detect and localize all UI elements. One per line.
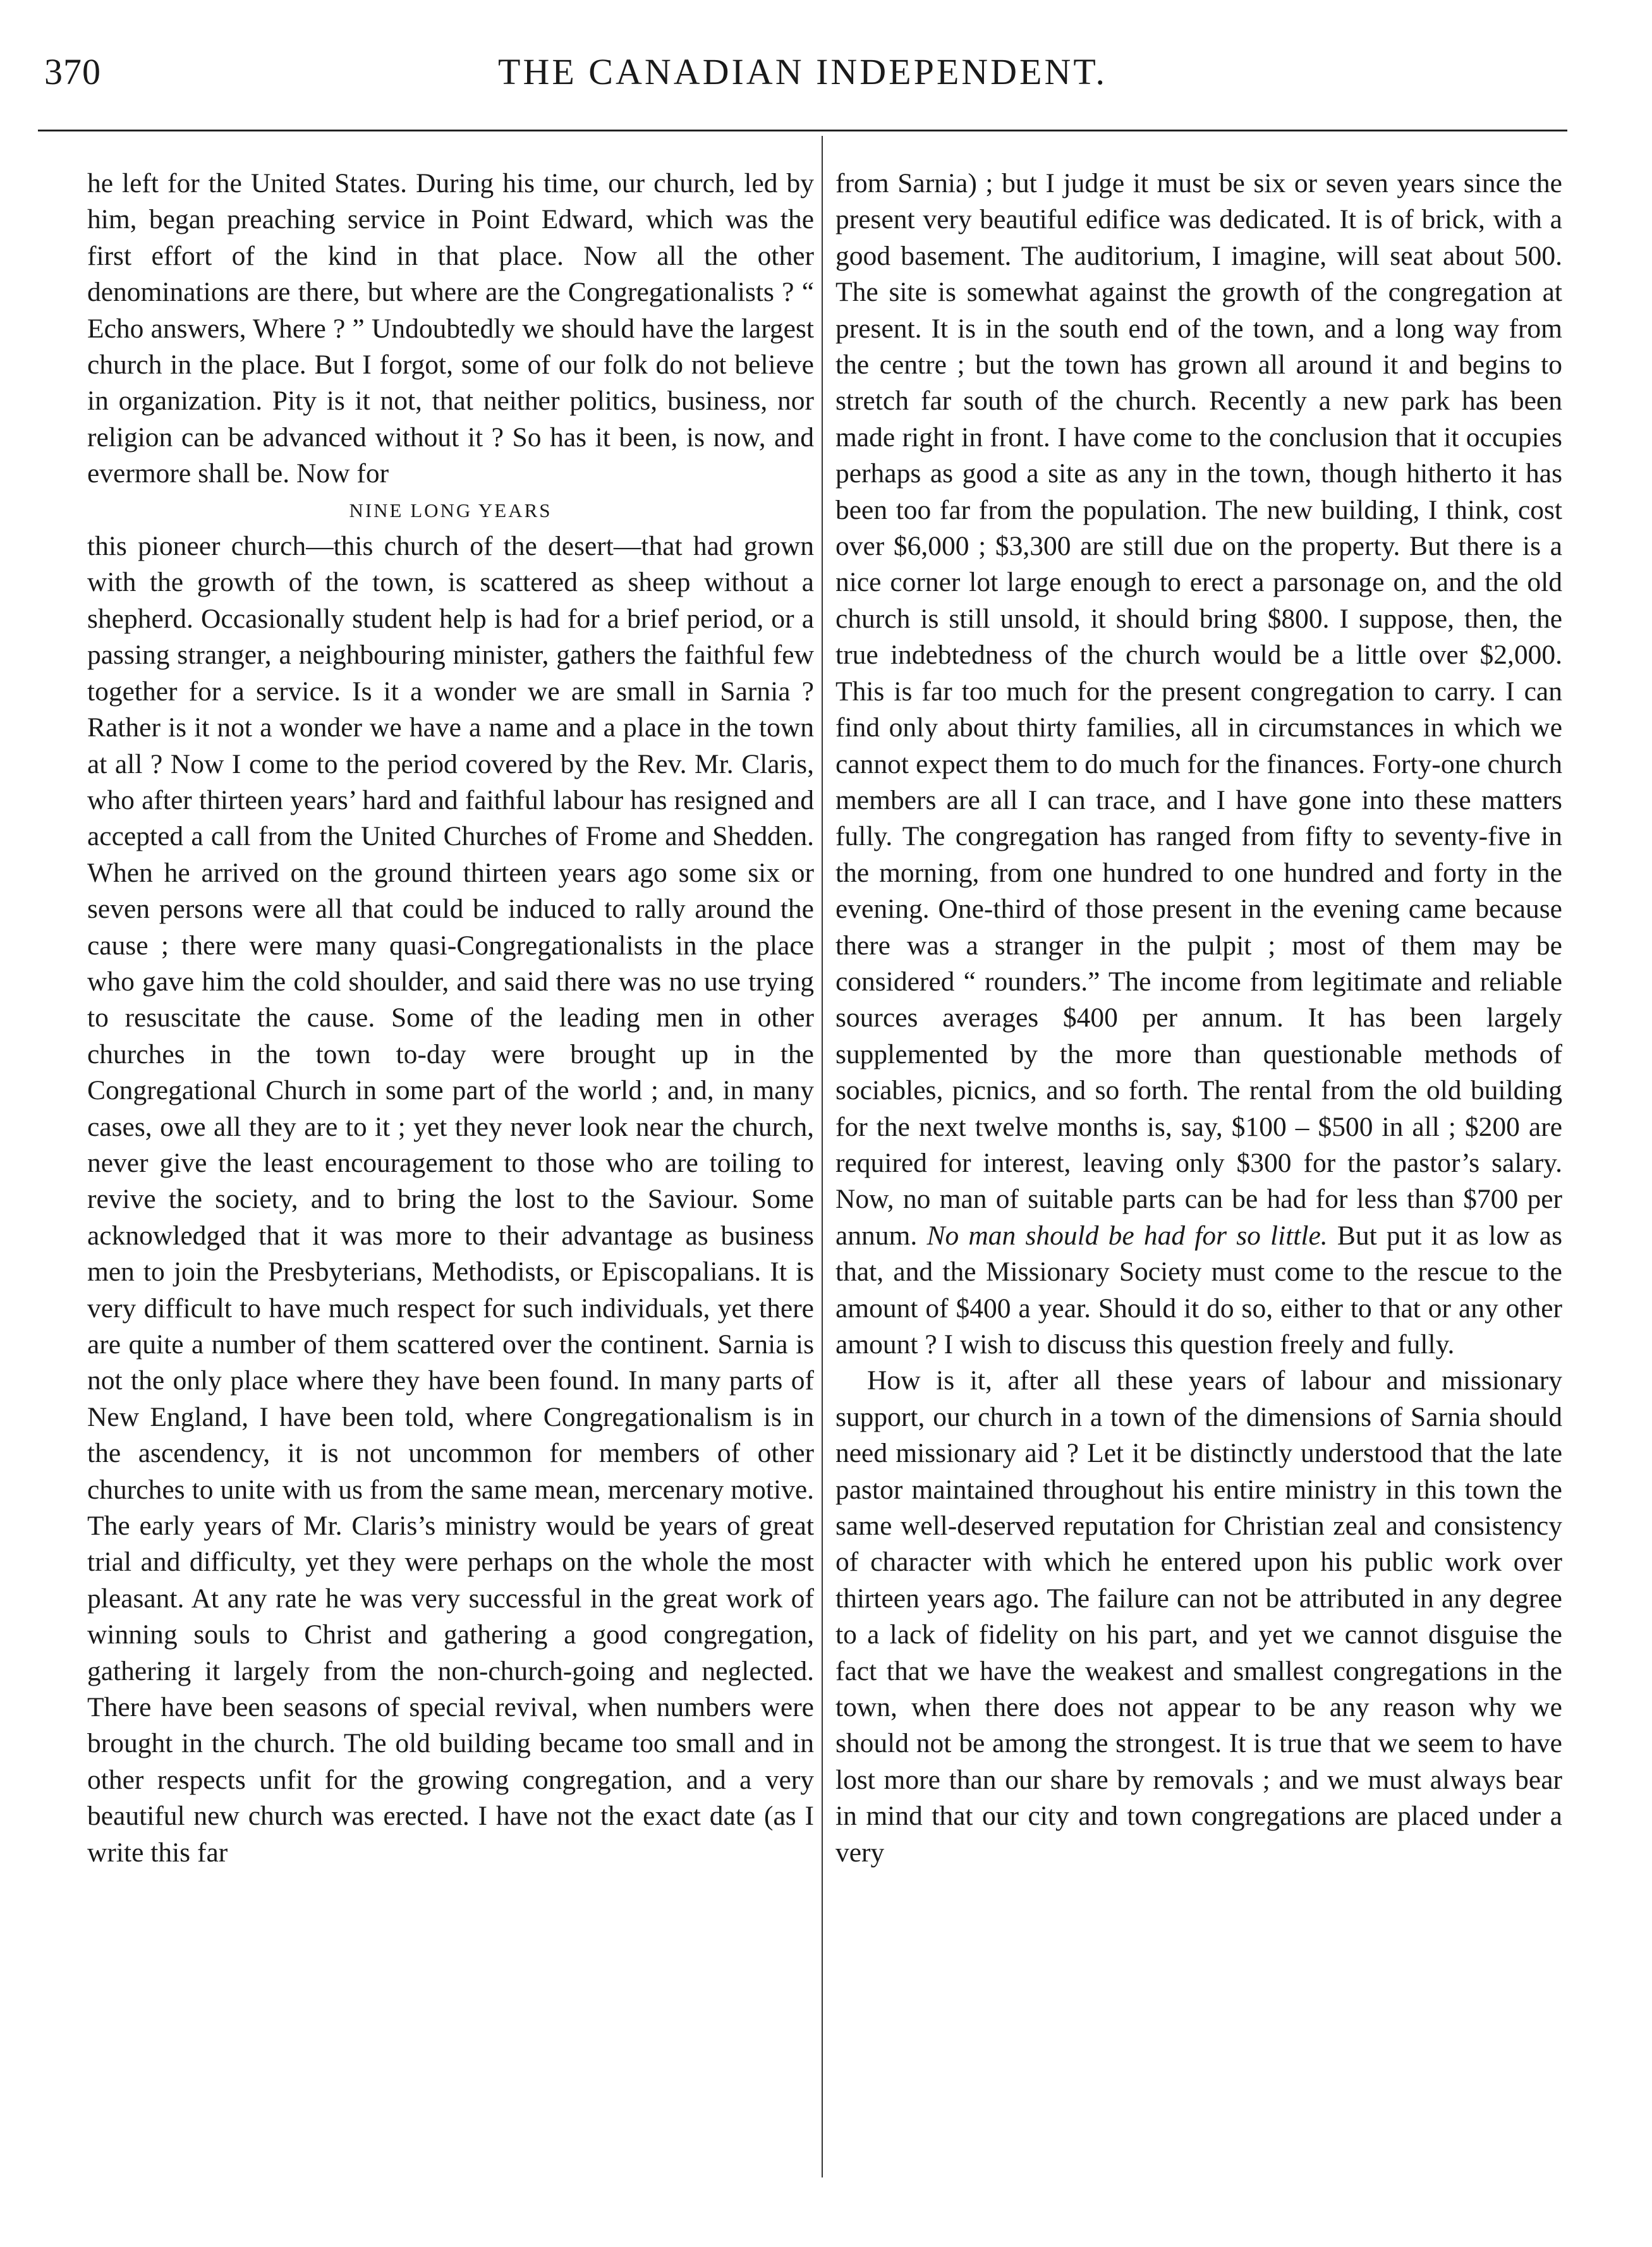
right-paragraph-1-text-b: But put it as low as that, and the Missionary Society must come to the rescue to the amount of $400 a year. Should it do so, either to that or any other amount ? I wish to discuss this question freely and fully. [835, 1220, 1562, 1360]
right-paragraph-1 [835, 166, 1562, 1363]
page-header [38, 44, 1567, 114]
header-rule [38, 130, 1567, 131]
right-column [835, 166, 1562, 1871]
section-heading: NINE LONG YEARS [349, 499, 552, 521]
left-column [87, 166, 814, 1871]
column-rule [822, 136, 823, 2177]
italic-emphasis: No man should be had for so little. [926, 1220, 1328, 1251]
journal-title: THE CANADIAN INDEPENDENT. [498, 51, 1107, 92]
right-paragraph-1-text-a: from Sarnia) ; but I judge it must be six or seven years since the present very beautiful edifice was dedicated. It is of brick, with a good basement. The auditorium, I imagine, will seat about 500. The site is somewhat against the growth of the congregation at present. It is in the south end of the town, and a long way from the centre ; but the town has grown all around it and begins to stretch far south of the church. Recently a new park has been made right in front. I have come to the conclusion that it occupies perhaps as good a site as any in the town, though hitherto it has been too far from the population. The new building, I think, cost over $6,000 ; $3,300 are still due on the property. But there is a nice corner lot large enough to erect a parsonage on, and the old church is still unsold, it should bring $800. I suppose, then, the true indebtedness of the church would be a little over $2,000. This is far too much for the present congregation to carry. I can find only about thirty families, all in circumstances in which we cannot expect them to do much for the finances. Forty-one church members are all I can trace, and I have gone into these matters fully. The congregation has ranged from fifty to seventy-five in the morning, from one hundred to one hundred and forty in the evening. One-third of those present in the evening came because there was a stranger in the pulpit ; most of them may be considered “ rounders.” The income from legitimate and reliable sources averages $400 per annum. It has been largely supplemented by the more than questionable methods of sociables, picnics, and so forth. The rental from the old building for the next twelve months is, say, $100 – $500 in all ; $200 are required for interest, leaving only $300 for the pastor’s salary. Now, no man of suitable parts can be had for less than $700 per annum. [835, 168, 1562, 1251]
left-paragraph-2: this pioneer church—this church of the desert—that had grown with the growth of the town, is scattered as sheep without a shepherd. Occasionally student help is had for a brief period, or a passing stranger, a neighbouring minister, gathers the faithful few together for a service. Is it a wonder we are small in Sarnia ? Rather is it not a wonder we have a name and a place in the town at all ? Now I come to the period covered by the Rev. Mr. Claris, who after thirteen years’ hard and faithful labour has resigned and accepted a call from the United Churches of Frome and Shedden. When he arrived on the ground thirteen years ago some six or seven persons were all that could be induced to rally around the cause ; there were many quasi-Congregationalists in the place who gave him the cold shoulder, and said there was no use trying to resuscitate the cause. Some of the leading men in other churches in the town to-day were brought up in the Congregational Church in some part of the world ; and, in many cases, owe all they are to it ; yet they never look near the church, never give the least encouragement to those who are toiling to revive the society, and to bring the lost to the Saviour. Some acknowledged that it was more to their advantage as business men to join the Presbyterians, Methodists, or Episcopalians. It is very difficult to have much respect for such individuals, yet there are quite a number of them scattered over the continent. Sarnia is not the only place where they have been found. In many parts of New England, I have been told, where Congregationalism is in the ascendency, it is not uncommon for members of other churches to unite with us from the same mean, mercenary motive. The early years of Mr. Claris’s ministry would be years of great trial and difficulty, yet they were perhaps on the whole the most pleasant. At any rate he was very successful in the great work of winning souls to Christ and gathering a good congregation, gathering it largely from the non-church-going and neglected. There have been seasons of special revival, when numbers were brought in the church. The old building became too small and in other respects unfit for the growing congregation, and a very beautiful new church was erected. I have not the exact date (as I write this far [87, 531, 814, 1868]
page-number: 370 [44, 51, 101, 92]
left-paragraph-1: he left for the United States. During his time, our church, led by him, began preaching service in Point Edward, which was the first effort of the kind in that place. Now all the other denominations are there, but where are the Congregationalists ? “ Echo answers, Where ? ” Undoubtedly we should have the largest church in the place. But I forgot, some of our folk do not believe in organization. Pity is it not, that neither politics, business, nor religion can be advanced without it ? So has it been, is now, and evermore shall be. Now for [87, 168, 814, 489]
right-paragraph-2: How is it, after all these years of labour and missionary support, our church in a town of the dimensions of Sarnia should need missionary aid ? Let it be distinctly understood that the late pastor maintained throughout his entire ministry in this town the same well-deserved reputation for Christian zeal and consistency of character with which he entered upon his public work over thirteen years ago. The failure can not be attributed in any degree to a lack of fidelity on his part, and yet we cannot disguise the fact that we have the weakest and smallest congregations in the town, when there does not appear to be any reason why we should not be among the strongest. It is true that we seem to have lost more than our share by removals ; and we must always bear in mind that our city and town congregations are placed under a very [835, 1365, 1562, 1868]
